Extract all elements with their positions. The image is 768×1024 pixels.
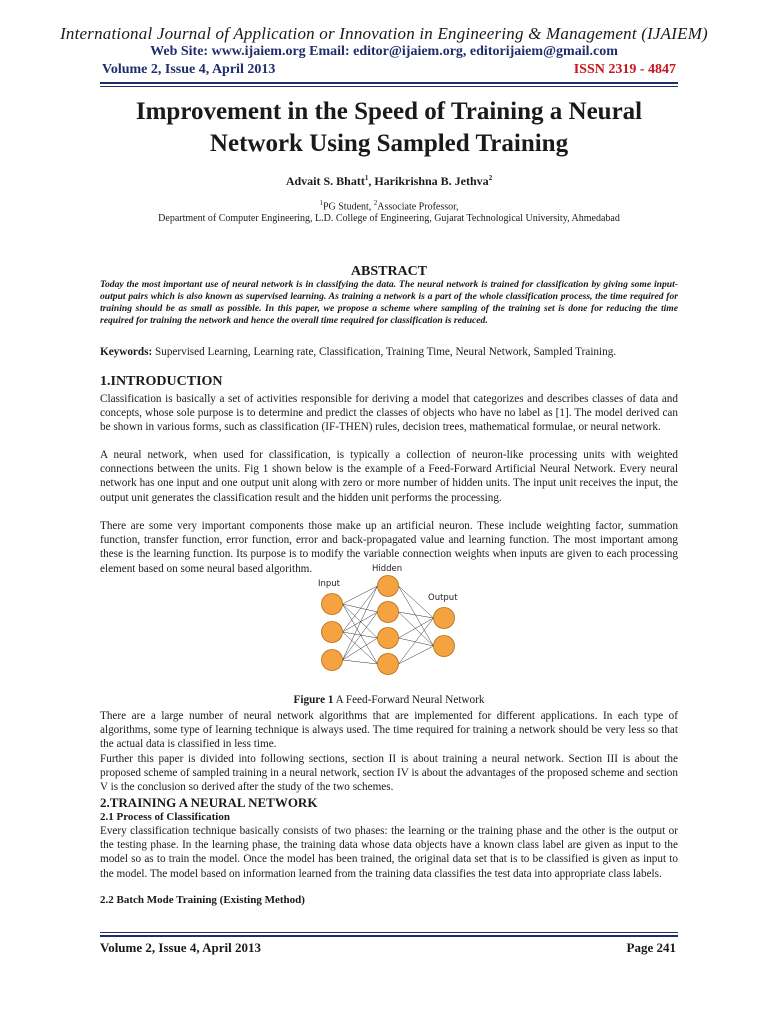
footer-volume: Volume 2, Issue 4, April 2013 [100,940,261,955]
label-output: Output [428,593,458,603]
intro-paragraph-2: A neural network, when used for classification, is typically a collection of neuron-like processing units with weighted connections between the units. Fig 1 shown below is the example of a Feed-Forward Artificial Neural Network. Every neural network has one input and one output unit along with zero or more number of hidden units. The input unit receives the input, the output unit generates the classification result and the hidden unit performs the processing. [100,449,678,504]
intro-paragraph-3: There are some very important components those make up an artificial neuron. These include weighting factor, summation function, transfer function, error function, error and back-propagated value and learning function. The most important among these is the learning function. Its purpose is to modify the variable connection weights when inputs are given to each processing element based on some neural based algorithm. [100,520,678,575]
title-line-2: Network Using Sampled Training [209,130,569,157]
connection-input-hidden [343,604,378,612]
footer-rule-thin [100,932,678,933]
hidden-node-4 [378,654,399,675]
authors [100,174,678,189]
role-sup-2: 2 [373,199,378,207]
label-input: Input [318,579,341,589]
intro-paragraph-4: There are a large number of neural network algorithms that are implemented for different applications. In each type of algorithms, some type of learning technique is always used. The time required for training a network should be very less so that the actual data is classified in less time. [100,710,678,751]
output-node-1 [434,608,455,629]
output-node-2 [434,636,455,657]
author-1: Advait S. Bhatt [285,174,365,188]
subsection-2-2-heading: 2.2 Batch Mode Training (Existing Method) [100,894,305,906]
role-2: Associate Professor, [377,201,459,213]
hidden-node-1 [378,576,399,597]
author-roles [100,199,678,212]
subsection-2-1-heading: 2.1 Process of Classification [100,811,230,823]
neural-network-figure [310,562,470,680]
connection-hidden-output [399,618,434,638]
intro-paragraph-1: Classification is basically a set of activities responsible for deriving a model that categorizes and describes classes of data and concepts, whose sole purpose is to determine and predict the classes of objects who have no label as [1]. The model derived can be shown in various forms, such as classification (IF-THEN) rules, decision trees, mathematical formulae, or neural network. [100,393,678,434]
input-node-2 [322,622,343,643]
section-1-heading: 1.INTRODUCTION [100,374,223,389]
author-1-sup: 1 [364,174,369,182]
hidden-node-3 [378,628,399,649]
connection-input-hidden [343,604,378,664]
connection-input-hidden [343,632,378,664]
hidden-node-2 [378,602,399,623]
abstract-heading: ABSTRACT [350,264,428,279]
affiliation: Department of Computer Engineering, L.D. College of Engineering, Gujarat Technological University, Ahmedabad [158,213,620,224]
figure-caption-label: Figure 1 [293,694,334,706]
section-2-paragraph-1: Every classification technique basically consists of two phases: the learning or the training phase and the other is the output or the testing phase. In the learning phase, the training data whose data objects have a known class label are given as input to the model so as to train the model. Once the model has been trained, the original data set that is to be classified is given as input to the model. The model based on information learned from the training data classifies the test data into appropriate class labels. [100,825,678,880]
author-2-sup: 2 [488,174,493,182]
header-rule-thin [100,86,678,87]
connection-lines [343,586,434,664]
section-2-heading: 2.TRAINING A NEURAL NETWORK [100,795,318,810]
role-1: PG Student, [322,201,374,213]
header-volume: Volume 2, Issue 4, April 2013 [102,62,276,77]
connection-hidden-output [399,646,434,664]
abstract-text: Today the most important use of neural network is in classifying the data. The neural network is trained for classification by giving some input-output pairs which is also known as supervised learning. As training a network is a part of the whole classification process, the time required for training should be as small as possible. In this paper, we propose a scheme where sampling of the training set is done for reducing the time required for training the network and hence the overall time required for classification is reduced. [100,279,678,326]
input-node-1 [322,594,343,615]
footer-rule [100,935,678,937]
label-hidden: Hidden [372,564,403,574]
connection-input-hidden [343,586,378,604]
author-separator: , [368,174,375,188]
journal-website: Web Site: www.ijaiem.org Email: editor@ijaiem.org, editorijaiem@gmail.com [150,44,618,59]
journal-name: International Journal of Application or Innovation in Engineering & Management (IJAIEM) [60,24,708,43]
footer-page: Page 241 [626,940,676,955]
header-issn: ISSN 2319 - 4847 [573,62,676,77]
figure-caption [100,694,678,706]
figure-caption-text: A Feed-Forward Neural Network [333,694,485,706]
title-line-1: Improvement in the Speed of Training a Neural [135,98,643,125]
author-2: Harikrishna B. Jethva [374,174,489,188]
connection-input-hidden [343,660,378,664]
connection-input-hidden [343,612,378,632]
header-rule [100,82,678,84]
connection-hidden-output [399,638,434,646]
connection-input-hidden [343,612,378,660]
keywords [100,346,678,358]
keywords-list: Supervised Learning, Learning rate, Classification, Training Time, Neural Network, Sampled Training. [152,346,617,358]
role-sup-1: 1 [319,199,323,207]
intro-paragraph-5: Further this paper is divided into following sections, section II is about training a neural network. Section III is about the proposed scheme of sampled training in a neural network, section IV is about the advantages of the proposed scheme and section V is the conclusion so derived after the study of the two schemes. [100,753,678,794]
input-node-3 [322,650,343,671]
keywords-label: Keywords: [100,346,153,358]
paper-title [100,96,678,160]
